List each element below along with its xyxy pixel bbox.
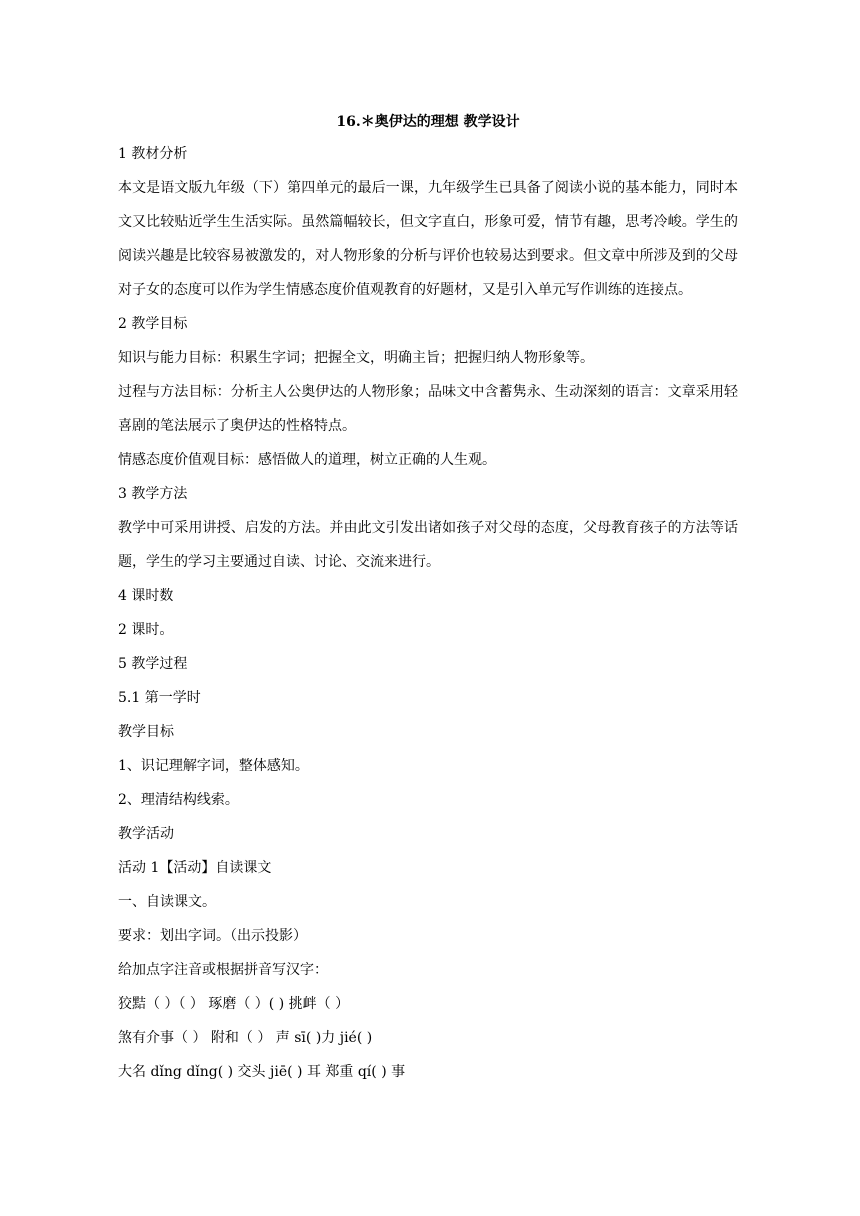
section-heading-class-hours: 4 课时数: [118, 588, 174, 604]
textbook-analysis-paragraph: 本文是语文版九年级（下）第四单元的最后一课，九年级学生已具备了阅读小说的基本能力，同时本文又比较贴近学生生活实际。虽然篇幅较长，但文字直白，形象可爱，情节有趣，思考冷峻。学生的阅读兴趣是比较容易被激发的，对人物形象的分析与评价也较易达到要求。但文章中所涉及到的父母对子女的态度可以作为学生情感态度价值观教育的好题材，又是引入单元写作训练的连接点。: [118, 180, 738, 298]
document-title: 16.＊奥伊达的理想 教学设计: [336, 114, 520, 130]
teaching-activities-label: 教学活动: [118, 826, 174, 842]
exercise-line-1: 狡黠（ ）（ ） 琢磨（ ）( ) 挑衅（ ）: [118, 996, 350, 1012]
requirement-text: 要求：划出字词。（出示投影）: [118, 928, 307, 944]
subsection-heading-first-period: 5.1 第一学时: [118, 690, 201, 706]
goal-item-1: 1、识记理解字词，整体感知。: [118, 758, 309, 774]
step-1-self-reading: 一、自读课文。: [118, 894, 216, 910]
teaching-method-paragraph: 教学中可采用讲授、启发的方法。并由此文引发出诸如孩子对父母的态度，父母教育孩子的方法等话题，学生的学习主要通过自读、讨论、交流来进行。: [118, 520, 738, 570]
section-heading-teaching-goals: 2 教学目标: [118, 316, 188, 332]
class-hours-text: 2 课时。: [118, 622, 174, 638]
goal-process-method: 过程与方法目标：分析主人公奥伊达的人物形象；品味文中含蓄隽永、生动深刻的语言：文章采用轻喜剧的笔法展示了奥伊达的性格特点。: [118, 384, 738, 434]
exercise-line-3: 大名 dǐng dǐng( ) 交头 jiē( ) 耳 郑重 qí( ) 事: [118, 1064, 406, 1080]
section-heading-teaching-method: 3 教学方法: [118, 486, 188, 502]
goal-emotion-values: 情感态度价值观目标：感悟做人的道理，树立正确的人生观。: [118, 452, 496, 468]
exercise-instruction: 给加点字注音或根据拼音写汉字：: [118, 962, 328, 978]
section-heading-textbook-analysis: 1 教材分析: [118, 146, 188, 162]
goal-knowledge-ability: 知识与能力目标：积累生字词；把握全文，明确主旨；把握归纳人物形象等。: [118, 350, 594, 366]
activity-1-title: 活动 1【活动】自读课文: [118, 860, 272, 876]
exercise-line-2: 煞有介事（ ） 附和（ ） 声 sī( )力 jié( ): [118, 1030, 373, 1046]
document-body: [118, 112, 738, 1096]
section-heading-teaching-process: 5 教学过程: [118, 656, 188, 672]
teaching-goals-label: 教学目标: [118, 724, 174, 740]
goal-item-2: 2、理清结构线索。: [118, 792, 239, 808]
